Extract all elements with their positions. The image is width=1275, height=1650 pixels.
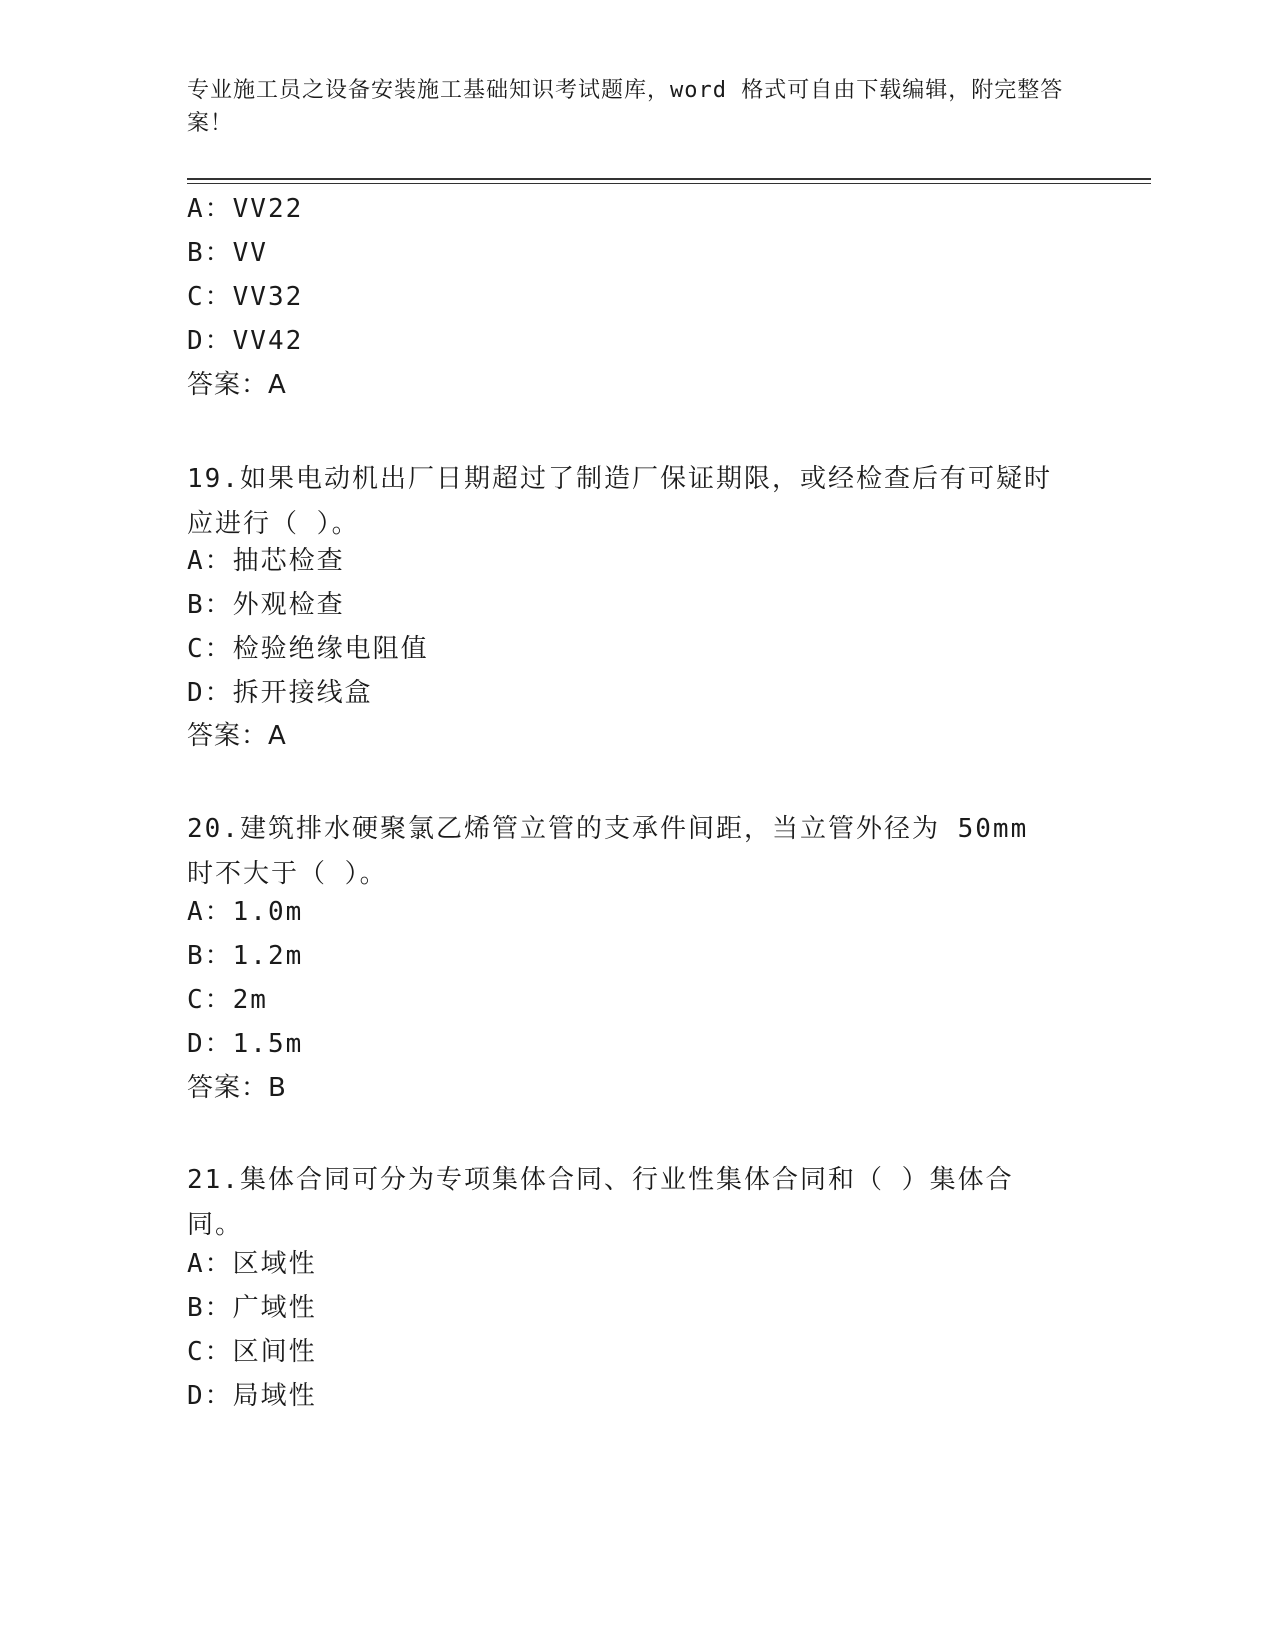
q20-option-d: D：1.5m bbox=[187, 1029, 304, 1059]
header-divider-thin bbox=[187, 183, 1151, 184]
q19-option-d: D：拆开接线盒 bbox=[187, 678, 373, 708]
q18-option-c: C：VV32 bbox=[187, 282, 304, 312]
q19-option-a: A：抽芯检查 bbox=[187, 546, 345, 576]
q18-option-d: D：VV42 bbox=[187, 326, 304, 356]
q20-answer: 答案：B bbox=[187, 1073, 287, 1103]
q21-option-b: B：广域性 bbox=[187, 1293, 317, 1323]
q20-option-b: B：1.2m bbox=[187, 941, 304, 971]
q18-answer: 答案：A bbox=[187, 370, 287, 400]
q19-answer: 答案：A bbox=[187, 721, 287, 751]
q19-option-b: B：外观检查 bbox=[187, 590, 345, 620]
q21-option-a: A：区域性 bbox=[187, 1249, 317, 1279]
q20-option-a: A：1.0m bbox=[187, 897, 304, 927]
q19-option-c: C：检验绝缘电阻值 bbox=[187, 634, 429, 664]
q20-option-c: C：2m bbox=[187, 985, 268, 1015]
q21-option-d: D：局域性 bbox=[187, 1381, 317, 1411]
q21-option-c: C：区间性 bbox=[187, 1337, 317, 1367]
q19-stem: 19.如果电动机出厂日期超过了制造厂保证期限，或经检查后有可疑时应进行（ ）。 bbox=[187, 464, 1052, 539]
header-divider bbox=[187, 178, 1151, 180]
q21-stem: 21.集体合同可分为专项集体合同、行业性集体合同和（ ）集体合同。 bbox=[187, 1165, 1014, 1240]
q20-stem: 20.建筑排水硬聚氯乙烯管立管的支承件间距，当立管外径为 50mm 时不大于（ ）。 bbox=[187, 814, 1029, 889]
document-header: 专业施工员之设备安装施工基础知识考试题库，word 格式可自由下载编辑，附完整答案！ bbox=[187, 78, 1064, 136]
q18-option-a: A：VV22 bbox=[187, 194, 304, 224]
q18-option-b: B：VV bbox=[187, 238, 268, 268]
